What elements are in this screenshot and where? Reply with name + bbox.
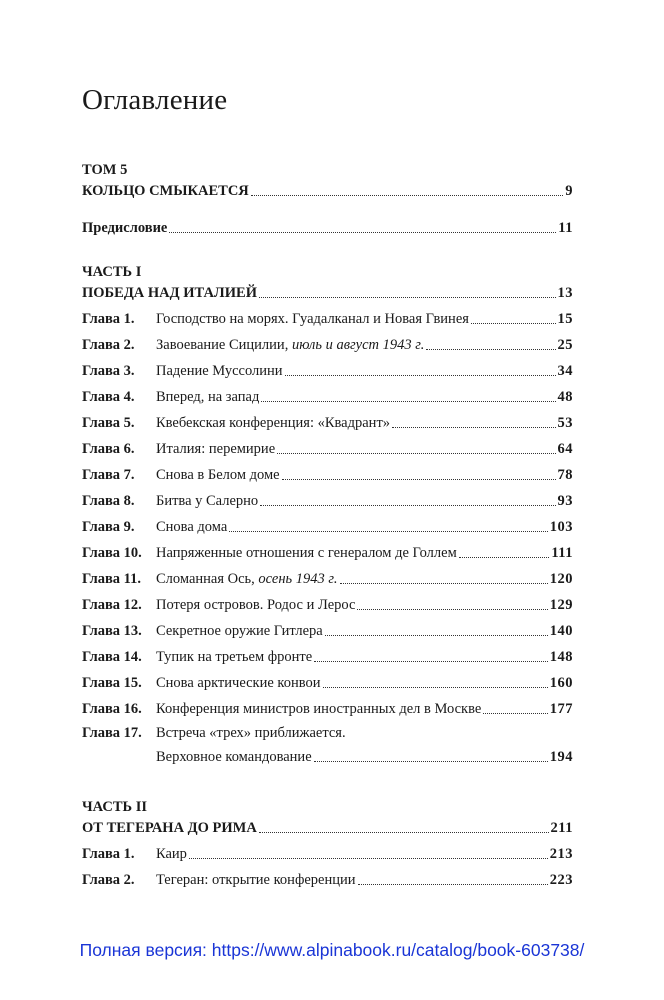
chapter-title-text: Снова арктические конвои bbox=[156, 675, 321, 691]
chapter-title bbox=[156, 647, 312, 667]
chapter-title-text: Квебекская конференция: «Квадрант» bbox=[156, 415, 391, 431]
chapter-number: Глава 9. bbox=[82, 519, 135, 535]
chapter-title bbox=[156, 870, 356, 890]
chapter-title bbox=[156, 844, 187, 864]
chapter-title-text: Снова дома bbox=[156, 519, 228, 535]
dot-leader bbox=[392, 427, 555, 428]
part1-chapter-list bbox=[82, 303, 573, 719]
volume-heading-row[interactable] bbox=[82, 181, 573, 201]
preface-row[interactable] bbox=[82, 201, 573, 238]
part2-label: ЧАСТЬ II bbox=[82, 799, 148, 815]
page-number: 140 bbox=[549, 623, 573, 639]
chapter-number: Глава 3. bbox=[82, 363, 135, 379]
chapter-title-text: Сломанная Ось, bbox=[156, 571, 255, 587]
chapter-title bbox=[156, 439, 275, 459]
chapter-title bbox=[156, 361, 283, 381]
chapter-number: Глава 15. bbox=[82, 675, 142, 691]
chapter-title-text: Вперед, на запад bbox=[156, 389, 260, 405]
full-version-link[interactable]: Полная версия: https://www.alpinabook.ru/catalog/book-603738/ bbox=[79, 940, 585, 960]
chapter-title bbox=[156, 517, 227, 537]
dot-leader bbox=[285, 375, 556, 376]
dot-leader bbox=[251, 195, 563, 196]
dot-leader bbox=[358, 884, 548, 885]
part1-heading: ПОБЕДА НАД ИТАЛИЕЙ bbox=[82, 285, 257, 301]
chapter-number: Глава 6. bbox=[82, 441, 135, 457]
page-number: 211 bbox=[550, 820, 573, 836]
dot-leader bbox=[260, 505, 555, 506]
dot-leader bbox=[229, 531, 547, 532]
page-number: 129 bbox=[549, 597, 573, 613]
chapter-title bbox=[156, 491, 258, 511]
dot-leader bbox=[325, 635, 548, 636]
chapter-row[interactable] bbox=[82, 407, 573, 433]
page-number: 194 bbox=[549, 749, 573, 765]
dot-leader bbox=[189, 858, 548, 859]
chapter-number: Глава 5. bbox=[82, 415, 135, 431]
dot-leader bbox=[471, 323, 556, 324]
chapter-row[interactable] bbox=[82, 459, 573, 485]
page-number: 93 bbox=[557, 493, 573, 509]
part1-heading-row[interactable] bbox=[82, 283, 573, 303]
chapter-number: Глава 1. bbox=[82, 311, 135, 327]
dot-leader bbox=[314, 661, 548, 662]
chapter-number: Глава 16. bbox=[82, 701, 142, 717]
chapter-title-text: Снова в Белом доме bbox=[156, 467, 280, 483]
chapter-title-text: Напряженные отношения с генералом де Голлем bbox=[156, 545, 457, 561]
part2-heading: ОТ ТЕГЕРАНА ДО РИМА bbox=[82, 820, 257, 836]
chapter-title bbox=[156, 569, 338, 589]
page-number: 9 bbox=[565, 183, 573, 199]
chapter-number: Глава 2. bbox=[82, 872, 135, 888]
chapter-title-line1: Встреча «трех» приближается. bbox=[156, 725, 346, 741]
chapter-row[interactable] bbox=[82, 864, 573, 890]
page-number: 177 bbox=[549, 701, 573, 717]
chapter-row[interactable] bbox=[82, 329, 573, 355]
chapter-number: Глава 2. bbox=[82, 337, 135, 353]
chapter-row[interactable] bbox=[82, 303, 573, 329]
chapter-row[interactable] bbox=[82, 511, 573, 537]
chapter-row[interactable] bbox=[82, 589, 573, 615]
chapter-title bbox=[156, 309, 469, 329]
chapter-title bbox=[156, 699, 481, 719]
chapter-title-text: Падение Муссолини bbox=[156, 363, 283, 379]
chapter-number: Глава 17. bbox=[82, 725, 142, 741]
page-number: 223 bbox=[549, 872, 573, 888]
page-title: Оглавление bbox=[82, 84, 228, 116]
chapter-title-text: Завоевание Сицилии, bbox=[156, 337, 289, 353]
dot-leader bbox=[483, 713, 547, 714]
chapter-row[interactable] bbox=[82, 838, 573, 864]
dot-leader bbox=[259, 297, 556, 298]
chapter-number: Глава 14. bbox=[82, 649, 142, 665]
chapter-title bbox=[156, 673, 321, 693]
chapter-title-text: Господство на морях. Гуадалканал и Новая Гвинея bbox=[156, 311, 469, 327]
page-number: 103 bbox=[549, 519, 573, 535]
chapter-title-text: Тегеран: открытие конференции bbox=[156, 872, 356, 888]
chapter-row[interactable] bbox=[82, 641, 573, 667]
part2-chapter-list bbox=[82, 838, 573, 890]
chapter-number: Глава 1. bbox=[82, 846, 135, 862]
part2-heading-row[interactable] bbox=[82, 818, 573, 838]
chapter-row[interactable] bbox=[82, 537, 573, 563]
chapter-number: Глава 10. bbox=[82, 545, 142, 561]
chapter-title-text: Конференция министров иностранных дел в Москве bbox=[156, 701, 482, 717]
dot-leader bbox=[277, 453, 555, 454]
chapter-title-text: Тупик на третьем фронте bbox=[156, 649, 313, 665]
dot-leader bbox=[314, 761, 548, 762]
part1-section bbox=[82, 262, 573, 767]
chapter-title bbox=[156, 465, 280, 485]
page-number: 160 bbox=[549, 675, 573, 691]
chapter-title bbox=[156, 595, 355, 615]
chapter-number: Глава 11. bbox=[82, 571, 142, 587]
dot-leader bbox=[459, 557, 550, 558]
chapter-row-17[interactable] bbox=[82, 721, 573, 767]
chapter-row[interactable] bbox=[82, 433, 573, 459]
chapter-title-text: Потеря островов. Родос и Лерос bbox=[156, 597, 356, 613]
page-number: 25 bbox=[557, 337, 573, 353]
page-number: 34 bbox=[557, 363, 573, 379]
dot-leader bbox=[282, 479, 556, 480]
page-number: 148 bbox=[549, 649, 573, 665]
page-number: 111 bbox=[551, 545, 573, 561]
part2-section bbox=[82, 797, 573, 890]
dot-leader bbox=[259, 832, 549, 833]
volume-label: ТОМ 5 bbox=[82, 162, 128, 178]
volume-heading: КОЛЬЦО СМЫКАЕТСЯ bbox=[82, 183, 249, 199]
page-number: 64 bbox=[557, 441, 573, 457]
chapter-title-italic: июль и август 1943 г. bbox=[291, 337, 425, 353]
dot-leader bbox=[357, 609, 547, 610]
chapter-title bbox=[156, 335, 424, 355]
dot-leader bbox=[323, 687, 548, 688]
part1-label: ЧАСТЬ I bbox=[82, 264, 142, 280]
preface-title: Предисловие bbox=[82, 220, 168, 236]
chapter-title-text: Битва у Салерно bbox=[156, 493, 259, 509]
chapter-row[interactable] bbox=[82, 615, 573, 641]
chapter-row[interactable] bbox=[82, 563, 573, 589]
chapter-row[interactable] bbox=[82, 485, 573, 511]
chapter-number: Глава 4. bbox=[82, 389, 135, 405]
dot-leader bbox=[426, 349, 555, 350]
dot-leader bbox=[261, 401, 555, 402]
page-number: 213 bbox=[549, 846, 573, 862]
chapter-title bbox=[156, 543, 457, 563]
chapter-title-text: Каир bbox=[156, 846, 187, 862]
chapter-title-text: Италия: перемирие bbox=[156, 441, 276, 457]
chapter-title-italic: осень 1943 г. bbox=[258, 571, 338, 587]
chapter-row[interactable] bbox=[82, 667, 573, 693]
chapter-title-text: Секретное оружие Гитлера bbox=[156, 623, 323, 639]
page-number: 53 bbox=[557, 415, 573, 431]
chapter-title bbox=[156, 413, 390, 433]
chapter-number: Глава 8. bbox=[82, 493, 135, 509]
chapter-title bbox=[156, 621, 323, 641]
chapter-title bbox=[156, 387, 259, 407]
page-number: 11 bbox=[558, 220, 573, 236]
page-number: 120 bbox=[549, 571, 573, 587]
chapter-number: Глава 13. bbox=[82, 623, 142, 639]
chapter-number: Глава 12. bbox=[82, 597, 142, 613]
dot-leader bbox=[169, 232, 556, 233]
page-number: 15 bbox=[557, 311, 573, 327]
chapter-title-line2: Верховное командование bbox=[156, 749, 312, 765]
chapter-number: Глава 7. bbox=[82, 467, 135, 483]
dot-leader bbox=[340, 583, 548, 584]
volume-section bbox=[82, 160, 573, 238]
chapter-row[interactable] bbox=[82, 355, 573, 381]
chapter-row[interactable] bbox=[82, 381, 573, 407]
page-number: 48 bbox=[557, 389, 573, 405]
page-number: 78 bbox=[557, 467, 573, 483]
page-number: 13 bbox=[557, 285, 573, 301]
chapter-row[interactable] bbox=[82, 693, 573, 719]
